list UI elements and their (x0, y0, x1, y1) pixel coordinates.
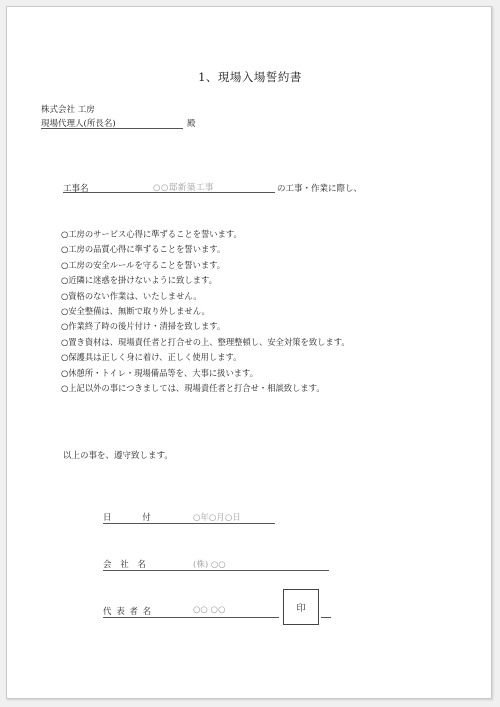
representative-underline (103, 617, 279, 618)
work-name-label: 工事名 (63, 184, 89, 194)
company-name-value: (株) ○○ (193, 560, 226, 570)
pledge-item: ○置き資材は、現場責任者と打合せの上、整理整頓し、安全対策を致します。 (61, 336, 350, 347)
seal-label: 印 (296, 603, 306, 614)
date-underline (103, 523, 275, 524)
pledge-item: ○作業終了時の後片付け・清掃を致します。 (61, 321, 226, 332)
company-name-underline (103, 570, 329, 571)
pledge-item: ○休憩所・トイレ・現場備品等を、大事に扱います。 (61, 367, 258, 378)
representative-label: 代 表 者 名 (103, 607, 153, 617)
pledge-item: ○工房のサービス心得に準ずることを誓います。 (61, 229, 242, 239)
addressee-company: 株式会社 工房 (41, 105, 95, 115)
site-representative-label: 現場代理人(所長名) (41, 119, 116, 129)
date-value: ○年○月○日 (193, 513, 241, 523)
pledge-item: ○工房の安全ルールを守ることを誓います。 (61, 259, 226, 270)
company-name-label: 会 社 名 (103, 560, 149, 570)
pledge-document (6, 6, 492, 699)
pledge-item: ○近隣に迷惑を掛けないように致します。 (61, 275, 217, 286)
pledge-list (61, 227, 350, 396)
pledge-item: ○安全整備は、無断で取り外しません。 (61, 306, 210, 317)
pledge-item: ○上記以外の事につきましては、現場責任者と打合せ・相談致します。 (61, 383, 325, 394)
document-title: 1、現場入場誓約書 (198, 70, 302, 84)
date-label: 日 付 (103, 513, 165, 523)
representative-underline-end (321, 617, 331, 618)
honorific: 殿 (187, 119, 196, 129)
work-name-suffix: の工事・作業に際し、 (277, 184, 363, 194)
pledge-item: ○保護具は正しく身に着け、正しく使用します。 (61, 352, 242, 363)
work-name-value: ○○邸新築工事 (153, 183, 214, 193)
pledge-item: ○工房の品質心得に準ずることを誓います。 (61, 244, 226, 255)
work-name-underline (63, 192, 275, 193)
representative-value: ○○ ○○ (193, 605, 226, 615)
seal-box (283, 589, 319, 625)
pledge-item: ○資格のない作業は、いたしません。 (61, 290, 202, 301)
site-representative-underline (41, 128, 183, 129)
closing-statement: 以上の事を、遵守致します。 (63, 451, 173, 461)
